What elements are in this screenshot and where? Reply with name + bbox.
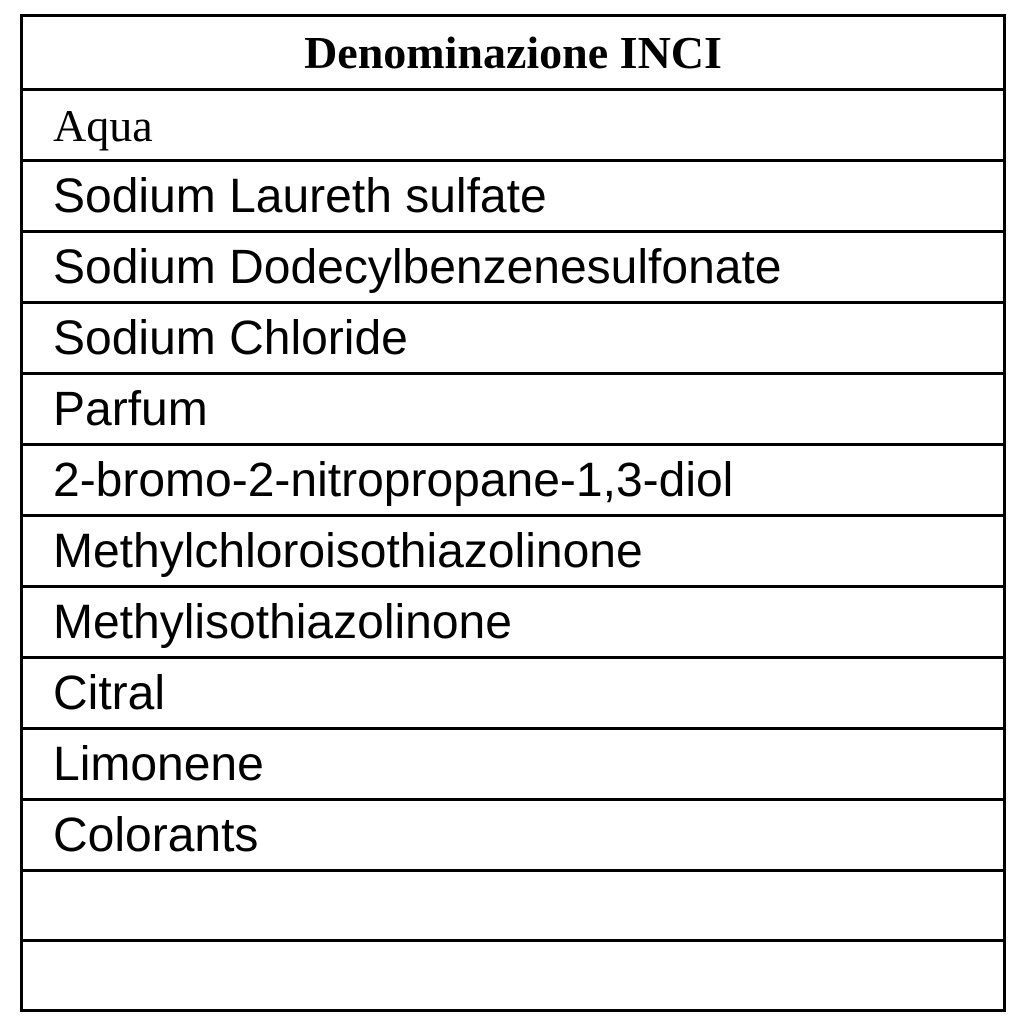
table-row-empty	[23, 869, 1003, 939]
table-row: Methylchloroisothiazolinone	[23, 514, 1003, 585]
table-row: Limonene	[23, 727, 1003, 798]
table-row: Sodium Dodecylbenzenesulfonate	[23, 230, 1003, 301]
table-row-empty	[23, 939, 1003, 1009]
table-row: Citral	[23, 656, 1003, 727]
table-row-aqua: Aqua	[23, 88, 1003, 159]
table-row: Parfum	[23, 372, 1003, 443]
table-row: Methylisothiazolinone	[23, 585, 1003, 656]
table-row: 2-bromo-2-nitropropane-1,3-diol	[23, 443, 1003, 514]
table-header: Denominazione INCI	[304, 27, 722, 78]
inci-table	[20, 14, 1006, 1012]
table-row: Sodium Chloride	[23, 301, 1003, 372]
table-row: Sodium Laureth sulfate	[23, 159, 1003, 230]
table-row: Colorants	[23, 798, 1003, 869]
